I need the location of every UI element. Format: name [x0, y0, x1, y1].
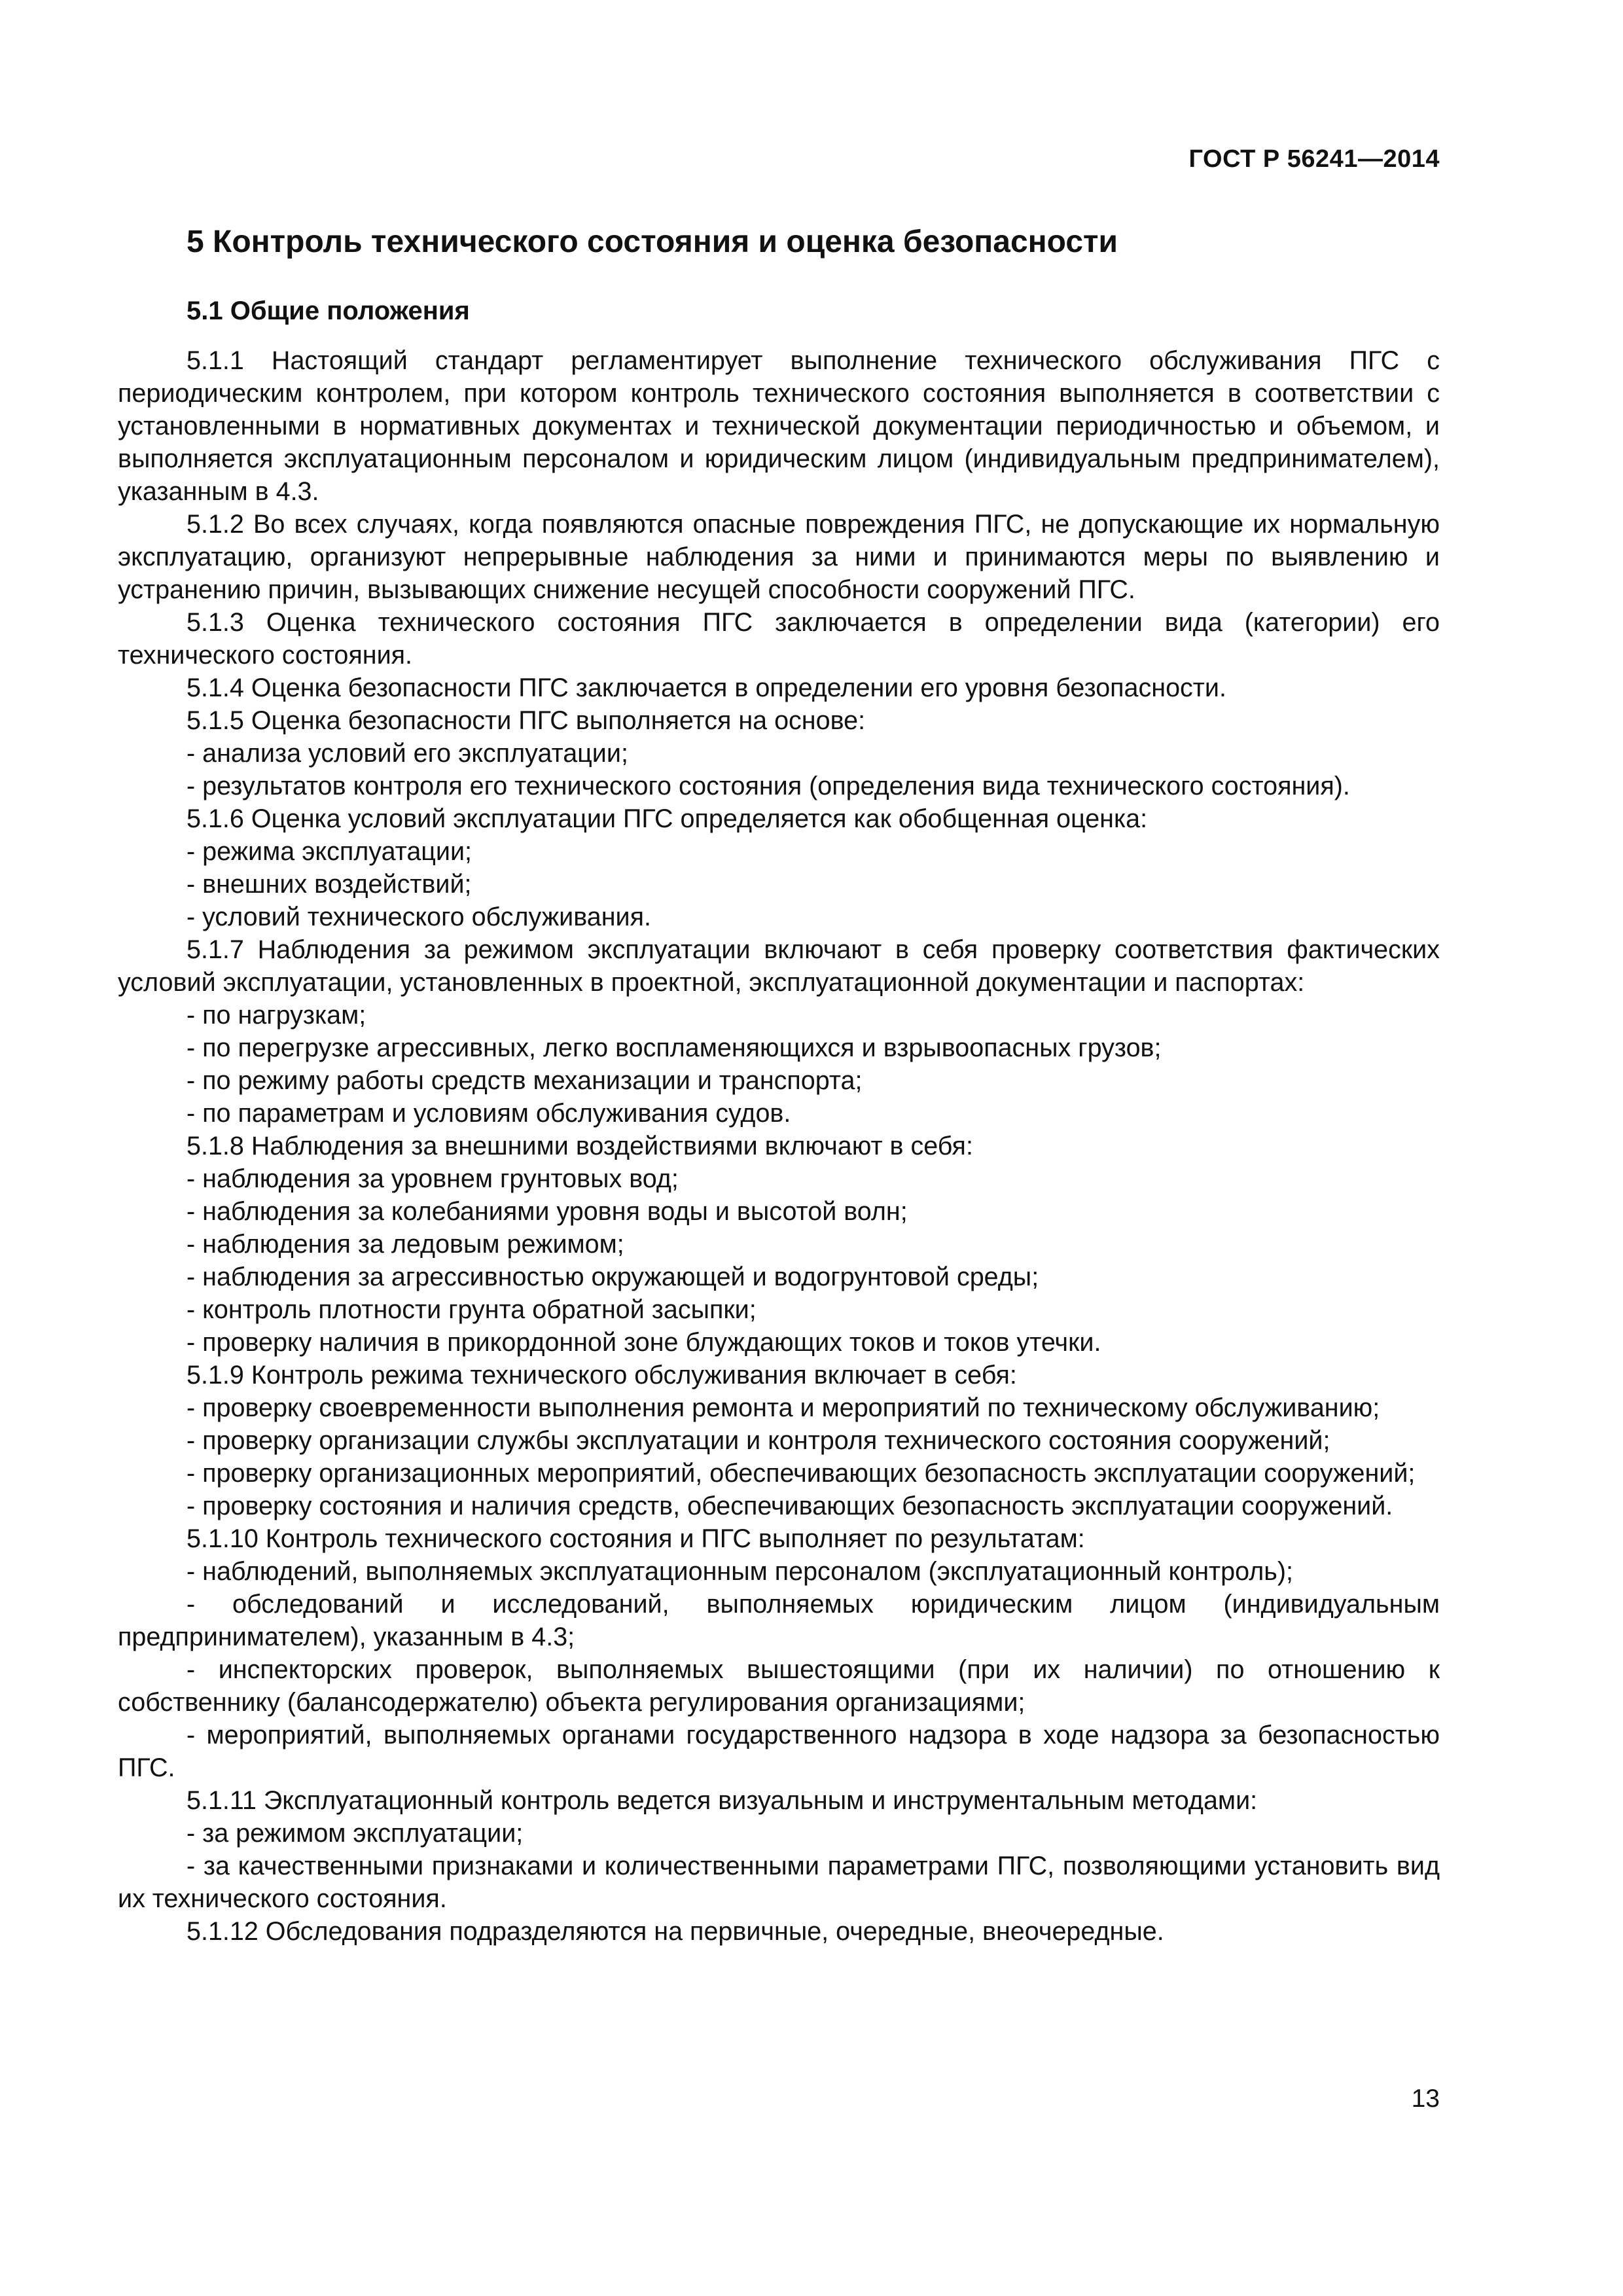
list-item: - по нагрузкам; [187, 1001, 366, 1030]
paragraph: 5.1.5 Оценка безопасности ПГС выполняется на основе: [187, 706, 866, 735]
subsection-title: 5.1 Общие положения [187, 296, 470, 325]
paragraph: 5.1.3 Оценка технического состояния ПГС заключается в определении вида (категории) его технического состояния. [118, 608, 1440, 670]
list-item: - контроль плотности грунта обратной засыпки; [187, 1295, 757, 1324]
page-number: 13 [1411, 2085, 1440, 2113]
paragraph: 5.1.6 Оценка условий эксплуатации ПГС определяется как обобщенная оценка: [187, 804, 1148, 833]
list-item: - проверку наличия в прикордонной зоне блуждающих токов и токов утечки. [187, 1328, 1101, 1357]
list-item: - наблюдений, выполняемых эксплуатационным персоналом (эксплуатационный контроль); [187, 1557, 1293, 1586]
list-item: - по параметрам и условиям обслуживания судов. [187, 1099, 791, 1128]
paragraph: 5.1.7 Наблюдения за режимом эксплуатации включают в себя проверку соответствия фактических условий эксплуатации, установленных в проектной, эксплуатационной документации и паспортах: [118, 935, 1440, 997]
body-text [118, 344, 1440, 1948]
list-item: - анализа условий его эксплуатации; [187, 739, 628, 768]
list-item: - за качественными признаками и количественными параметрами ПГС, позволяющими установить вид их технического состояния. [118, 1852, 1440, 1913]
paragraph: 5.1.12 Обследования подразделяются на первичные, очередные, внеочередные. [187, 1917, 1164, 1946]
paragraph: 5.1.4 Оценка безопасности ПГС заключается в определении его уровня безопасности. [187, 673, 1226, 702]
list-item: - проверку своевременности выполнения ремонта и мероприятий по техническому обслуживанию; [187, 1393, 1380, 1422]
paragraph: 5.1.2 Во всех случаях, когда появляются опасные повреждения ПГС, не допускающие их нормальную эксплуатацию, организуют непрерывные наблюдения за ними и принимаются меры по выявлению и устранению причин, вызывающих снижение несущей способности сооружений ПГС. [118, 510, 1440, 604]
standard-code: ГОСТ Р 56241—2014 [1188, 145, 1440, 173]
list-item: - наблюдения за колебаниями уровня воды и высотой волн; [187, 1197, 908, 1226]
list-item: - результатов контроля его технического состояния (определения вида технического состояния). [187, 772, 1350, 800]
list-item: - мероприятий, выполняемых органами государственного надзора в ходе надзора за безопасностью ПГС. [118, 1721, 1440, 1782]
list-item: - условий технического обслуживания. [187, 903, 651, 931]
list-item: - наблюдения за ледовым режимом; [187, 1230, 624, 1259]
list-item: - наблюдения за уровнем грунтовых вод; [187, 1164, 679, 1193]
list-item: - обследований и исследований, выполняемых юридическим лицом (индивидуальным предпринимателем), указанным в 4.3; [118, 1590, 1440, 1651]
list-item: - проверку организации службы эксплуатации и контроля технического состояния сооружений; [187, 1426, 1330, 1455]
paragraph: 5.1.10 Контроль технического состояния и ПГС выполняет по результатам: [187, 1524, 1085, 1553]
paragraph: 5.1.11 Эксплуатационный контроль ведется визуальным и инструментальным методами: [187, 1786, 1258, 1815]
section-title: 5 Контроль технического состояния и оценка безопасности [187, 224, 1118, 259]
list-item: - за режимом эксплуатации; [187, 1819, 524, 1848]
paragraph: 5.1.1 Настоящий стандарт регламентирует выполнение технического обслуживания ПГС с периодическим контролем, при котором контроль технического состояния выполняется в соответствии с установленными в нормативных документах и технической документации периодичностью и объемом, и выполняется эксплуатационным персоналом и юридическим лицом (индивидуальным предпринимателем), указанным в 4.3. [118, 346, 1440, 506]
list-item: - проверку организационных мероприятий, обеспечивающих безопасность эксплуатации сооружений; [187, 1459, 1416, 1488]
list-item: - по режиму работы средств механизации и транспорта; [187, 1066, 863, 1095]
list-item: - наблюдения за агрессивностью окружающей и водогрунтовой среды; [187, 1263, 1039, 1291]
list-item: - проверку состояния и наличия средств, обеспечивающих безопасность эксплуатации сооружений. [187, 1492, 1393, 1520]
list-item: - внешних воздействий; [187, 870, 472, 899]
paragraph: 5.1.8 Наблюдения за внешними воздействиями включают в себя: [187, 1132, 973, 1160]
list-item: - по перегрузке агрессивных, легко воспламеняющихся и взрывоопасных грузов; [187, 1033, 1162, 1062]
page-content [118, 223, 1440, 1948]
list-item: - режима эксплуатации; [187, 837, 473, 866]
paragraph: 5.1.9 Контроль режима технического обслуживания включает в себя: [187, 1361, 1017, 1390]
list-item: - инспекторских проверок, выполняемых вышестоящими (при их наличии) по отношению к собственнику (балансодержателю) объекта регулирования организациями; [118, 1655, 1440, 1717]
